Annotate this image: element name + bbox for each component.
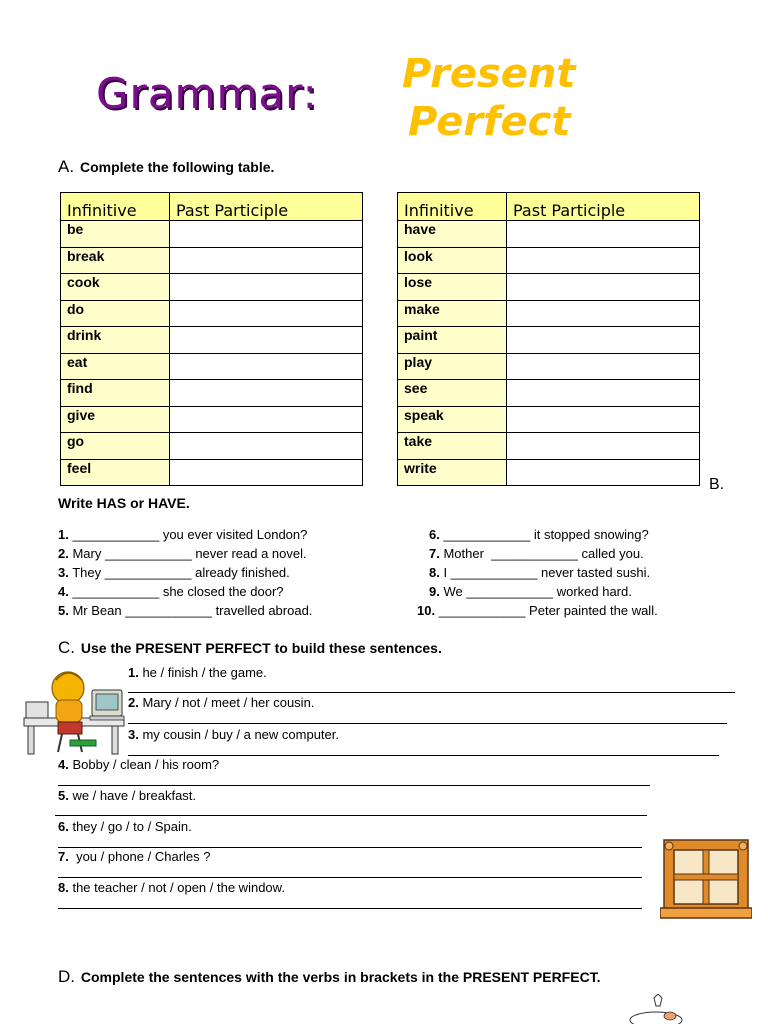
table-header-infinitive: Infinitive [61,193,170,221]
answer-cell[interactable] [507,406,700,433]
build-sentence [58,849,211,864]
build-sentence [128,695,314,710]
item-number: 3. [58,565,69,580]
item-number: 8. [429,565,440,580]
list-item [417,582,658,601]
build-sentence [58,757,219,772]
cartoon-fragment-illustration [626,994,696,1024]
item-text: my cousin / buy / a new computer. [138,727,339,742]
verb-cell: cook [61,274,170,301]
answer-cell[interactable] [507,380,700,407]
list-item [417,563,658,582]
item-text: you / phone / Charles ? [68,849,211,864]
verb-cell: give [61,406,170,433]
answer-cell[interactable] [170,300,363,327]
verb-cell: do [61,300,170,327]
build-sentence [128,727,339,742]
item-text: ____________ she closed the door? [68,584,284,599]
item-text: we / have / breakfast. [68,788,197,803]
item-number: 2. [128,695,139,710]
item-number: 9. [429,584,440,599]
item-number: 4. [58,757,69,772]
answer-line[interactable] [128,755,719,756]
verb-cell: make [398,300,507,327]
item-text: Bobby / clean / his room? [68,757,220,772]
verb-cell: play [398,353,507,380]
section-a-heading [58,157,274,177]
section-b-letter: B. [709,476,725,493]
child-at-computer-illustration [22,660,126,756]
item-text: he / finish / the game. [138,665,267,680]
list-item [417,601,658,620]
title-line-2: Perfect [408,99,571,145]
answer-cell[interactable] [170,327,363,354]
list-item [417,544,658,563]
item-text: ____________ Peter painted the wall. [435,603,658,618]
item-number: 6. [58,819,69,834]
item-text: ____________ you ever visited London? [68,527,308,542]
answer-line[interactable] [55,815,647,816]
verb-cell: have [398,221,507,248]
section-d-heading [58,967,601,987]
answer-cell[interactable] [507,247,700,274]
section-d-letter: D. [58,967,75,986]
table-header-past-participle: Past Participle [507,193,700,221]
item-number: 6. [429,527,440,542]
verb-cell: find [61,380,170,407]
item-text: Mary / not / meet / her cousin. [138,695,315,710]
verb-cell: feel [61,459,170,486]
answer-line[interactable] [128,692,735,693]
answer-line[interactable] [58,847,642,848]
section-a-instruction: Complete the following table. [79,159,275,175]
item-text: the teacher / not / open / the window. [68,880,285,895]
item-number: 8. [58,880,69,895]
answer-cell[interactable] [170,459,363,486]
answer-cell[interactable] [170,221,363,248]
item-number: 1. [58,527,69,542]
verb-cell: write [398,459,507,486]
title-present-perfect [402,50,642,146]
item-text: Mr Bean ____________ travelled abroad. [68,603,313,618]
answer-cell[interactable] [507,327,700,354]
table-header-past-participle: Past Participle [170,193,363,221]
answer-cell[interactable] [170,433,363,460]
item-text: I ____________ never tasted sushi. [439,565,651,580]
window-illustration [660,838,752,924]
item-number: 10. [417,603,436,618]
verb-cell: see [398,380,507,407]
has-have-list-right [417,525,658,620]
list-item [58,582,312,601]
answer-line[interactable] [58,908,642,909]
section-a-letter: A. [58,157,75,176]
item-number: 5. [58,788,69,803]
verb-cell: paint [398,327,507,354]
verb-cell: go [61,433,170,460]
table-header-infinitive: Infinitive [398,193,507,221]
verb-cell: be [61,221,170,248]
answer-cell[interactable] [507,433,700,460]
section-c-letter: C. [58,638,75,657]
answer-cell[interactable] [507,459,700,486]
answer-cell[interactable] [170,380,363,407]
list-item [417,525,658,544]
item-text: they / go / to / Spain. [68,819,192,834]
section-d-instruction: Complete the sentences with the verbs in brackets in the PRESENT PERFECT. [80,969,601,985]
build-sentence [128,665,267,680]
answer-cell[interactable] [507,353,700,380]
answer-line[interactable] [58,785,650,786]
list-item [58,525,312,544]
answer-cell[interactable] [507,221,700,248]
item-number: 2. [58,546,69,561]
verb-cell: drink [61,327,170,354]
build-sentence [58,880,285,895]
item-number: 3. [128,727,139,742]
answer-line[interactable] [58,877,642,878]
item-text: ____________ it stopped snowing? [439,527,649,542]
item-number: 4. [58,584,69,599]
has-have-list-left [58,525,312,620]
section-c-heading [58,638,442,658]
answer-cell[interactable] [170,353,363,380]
verb-cell: lose [398,274,507,301]
item-number: 7. [429,546,440,561]
verb-cell: eat [61,353,170,380]
answer-cell[interactable] [170,406,363,433]
item-text: We ____________ worked hard. [439,584,632,599]
list-item [58,563,312,582]
section-c-instruction: Use the PRESENT PERFECT to build these sentences. [80,640,442,656]
answer-cell[interactable] [507,274,700,301]
build-sentence [58,819,192,834]
title-line-1: Present [402,51,576,97]
verb-table-left [60,192,363,486]
list-item [58,601,312,620]
item-number: 7. [58,849,69,864]
answer-cell[interactable] [507,300,700,327]
build-sentence [58,788,196,803]
item-number: 1. [128,665,139,680]
verb-cell: take [398,433,507,460]
verb-cell: speak [398,406,507,433]
answer-cell[interactable] [170,247,363,274]
answer-cell[interactable] [170,274,363,301]
section-b-instruction: Write HAS or HAVE. [58,495,190,511]
list-item [58,544,312,563]
item-text: Mother ____________ called you. [439,546,644,561]
item-text: They ____________ already finished. [68,565,290,580]
verb-cell: look [398,247,507,274]
verb-table-right [397,192,700,486]
title-grammar: Grammar: [96,69,318,118]
item-number: 5. [58,603,69,618]
item-text: Mary ____________ never read a novel. [68,546,307,561]
answer-line[interactable] [128,723,727,724]
verb-cell: break [61,247,170,274]
